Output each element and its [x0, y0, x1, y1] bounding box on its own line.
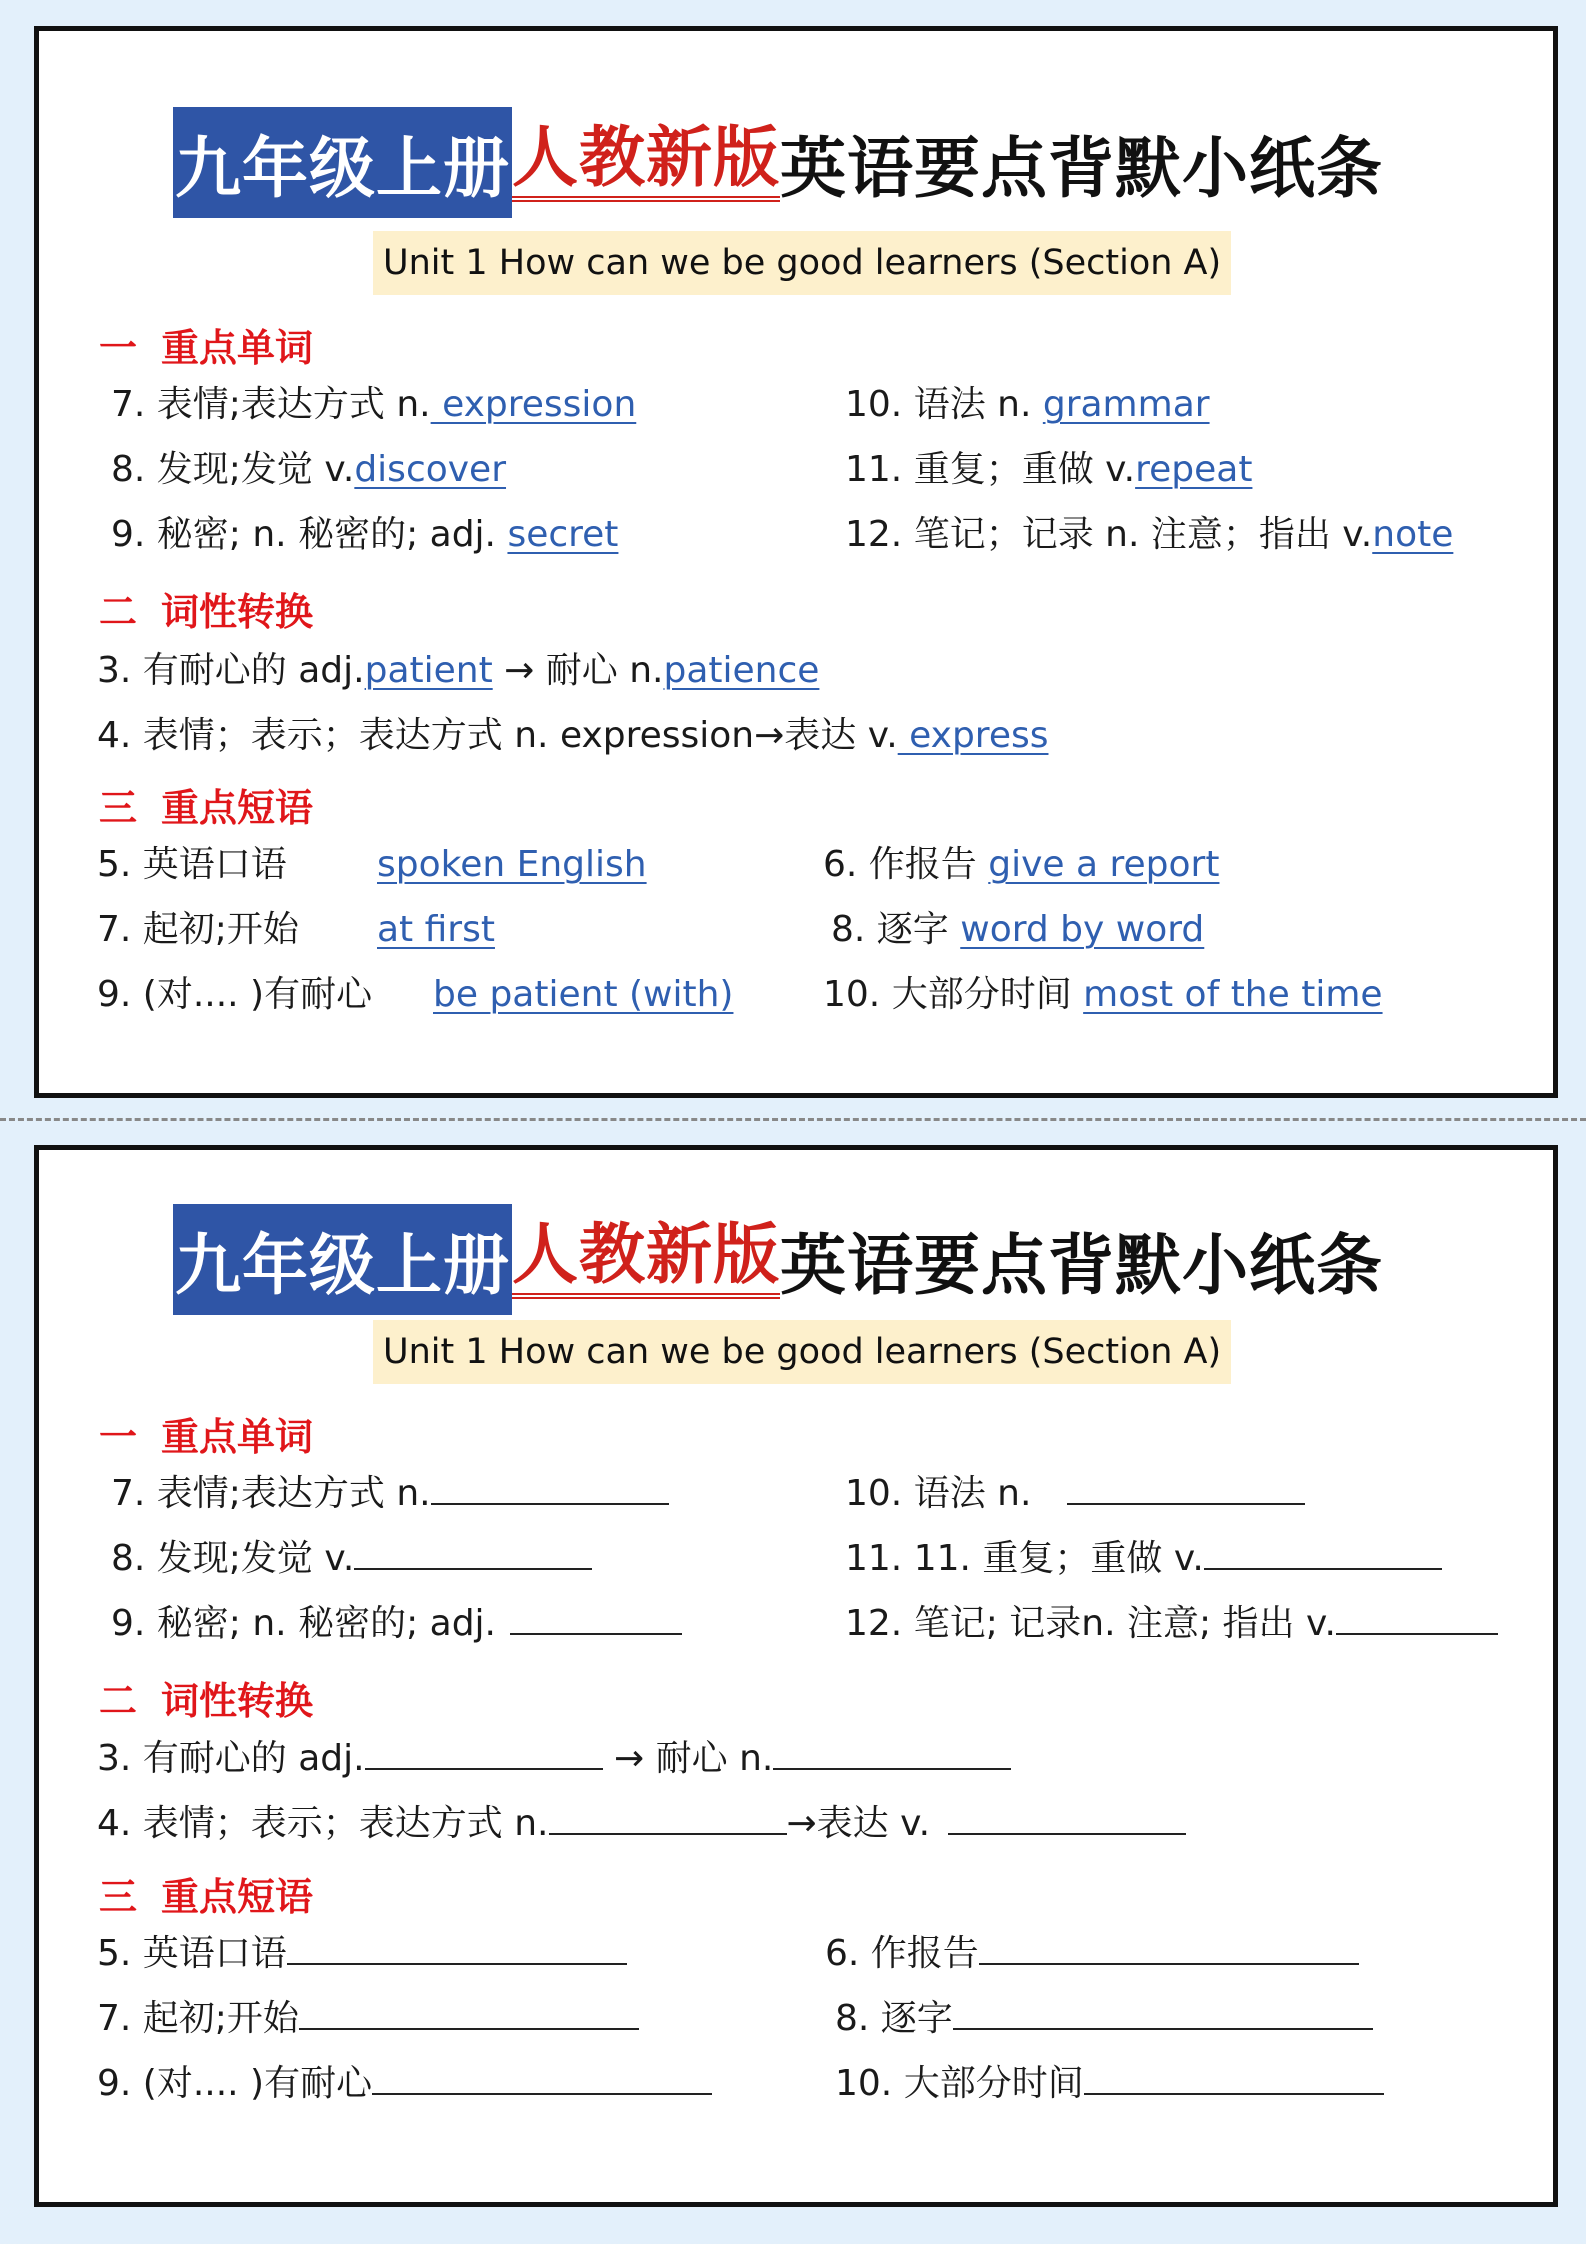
phrase-item: 6. 作报告: [825, 1932, 1359, 1976]
title-edition: 人教新版: [512, 122, 780, 203]
answer-blank: [948, 1803, 1186, 1835]
word-item: 12. 笔记；记录 n. 注意；指出 v.note: [845, 514, 1454, 555]
section-words-heading: 一 重点单词: [99, 326, 314, 370]
answer-blank: [953, 1998, 1373, 2030]
conversion-item: 4. 表情；表示；表达方式 n. →表达 v.: [97, 1802, 1186, 1846]
section-conversion-heading: 二 词性转换: [99, 590, 314, 634]
answer: discover: [354, 449, 507, 490]
section-words-heading: 一 重点单词: [99, 1415, 314, 1459]
answer-blank: [365, 1738, 603, 1770]
blank-card: [34, 1145, 1558, 2207]
answer-blank: [299, 1998, 639, 2030]
title-main: 英语要点背默小纸条: [780, 129, 1383, 207]
phrase-item: 8. 逐字 word by word: [831, 909, 1205, 950]
conversion-item: 3. 有耐心的 adj. → 耐心 n.: [97, 1737, 1011, 1781]
phrase-item: 9. (对.... )有耐心: [97, 2062, 712, 2106]
title-grade: 九年级上册: [173, 1204, 512, 1315]
unit-subtitle: Unit 1 How can we be good learners (Section A): [373, 1320, 1231, 1384]
phrase-item: 7. 起初;开始 at first: [97, 909, 495, 950]
section-phrases-heading: 三 重点短语: [99, 1875, 314, 1919]
answer: at first: [377, 909, 495, 950]
page-title: [173, 1202, 1383, 1316]
answer-blank: [773, 1738, 1011, 1770]
answer: most of the time: [1083, 974, 1383, 1015]
phrase-item: 10. 大部分时间 most of the time: [823, 974, 1383, 1015]
section-phrases-heading: 三 重点短语: [99, 786, 314, 830]
answer: give a report: [988, 844, 1220, 885]
word-item: 7. 表情;表达方式 n. expression: [111, 384, 637, 425]
title-edition: 人教新版: [512, 1219, 780, 1300]
answer: be patient (with): [433, 974, 734, 1015]
conversion-item: 3. 有耐心的 adj.patient → 耐心 n.patience: [97, 650, 820, 691]
answer: grammar: [1042, 384, 1210, 425]
page-title: [173, 105, 1383, 219]
answer-blank: [1204, 1538, 1442, 1570]
answer-blank: [354, 1538, 592, 1570]
cut-line: [0, 1118, 1586, 1121]
word-item: 8. 发现;发觉 v.: [111, 1537, 592, 1581]
word-item: 11. 重复；重做 v.repeat: [845, 449, 1253, 490]
phrase-item: 10. 大部分时间: [835, 2062, 1384, 2106]
answer: note: [1372, 514, 1454, 555]
word-item: 10. 语法 n. grammar: [845, 384, 1210, 425]
answer-card: [34, 26, 1558, 1098]
answer: expression: [430, 384, 637, 425]
word-item: 10. 语法 n.: [845, 1472, 1305, 1516]
word-item: 9. 秘密; n. 秘密的; adj. secret: [111, 514, 619, 555]
answer: secret: [507, 514, 619, 555]
word-item: 9. 秘密; n. 秘密的; adj.: [111, 1602, 682, 1646]
answer: word by word: [960, 909, 1205, 950]
answer-blank: [510, 1603, 682, 1635]
phrase-item: 6. 作报告 give a report: [823, 844, 1220, 885]
answer-blank: [287, 1933, 627, 1965]
answer-blank: [1084, 2063, 1384, 2095]
answer-blank: [979, 1933, 1359, 1965]
phrase-item: 8. 逐字: [835, 1997, 1373, 2041]
answer: express: [897, 715, 1049, 756]
answer-blank: [549, 1803, 787, 1835]
answer: spoken English: [377, 844, 647, 885]
answer-blank: [372, 2063, 712, 2095]
word-item: 11. 11. 重复；重做 v.: [845, 1537, 1442, 1581]
phrase-item: 5. 英语口语: [97, 1932, 627, 1976]
word-item: 7. 表情;表达方式 n.: [111, 1472, 669, 1516]
answer: patient: [364, 650, 493, 691]
phrase-item: 5. 英语口语 spoken English: [97, 844, 647, 885]
answer-blank: [1336, 1603, 1498, 1635]
section-conversion-heading: 二 词性转换: [99, 1679, 314, 1723]
phrase-item: 7. 起初;开始: [97, 1997, 639, 2041]
word-item: 12. 笔记; 记录n. 注意; 指出 v.: [845, 1602, 1498, 1646]
word-item: 8. 发现;发觉 v.discover: [111, 449, 507, 490]
phrase-item: 9. (对.... )有耐心 be patient (with): [97, 974, 734, 1015]
title-main: 英语要点背默小纸条: [780, 1226, 1383, 1304]
unit-subtitle: Unit 1 How can we be good learners (Section A): [373, 231, 1231, 295]
title-grade: 九年级上册: [173, 107, 512, 218]
answer-blank: [431, 1473, 669, 1505]
answer: patience: [663, 650, 820, 691]
answer-blank: [1067, 1473, 1305, 1505]
conversion-item: 4. 表情；表示；表达方式 n. expression→表达 v. express: [97, 715, 1049, 756]
answer: repeat: [1135, 449, 1253, 490]
